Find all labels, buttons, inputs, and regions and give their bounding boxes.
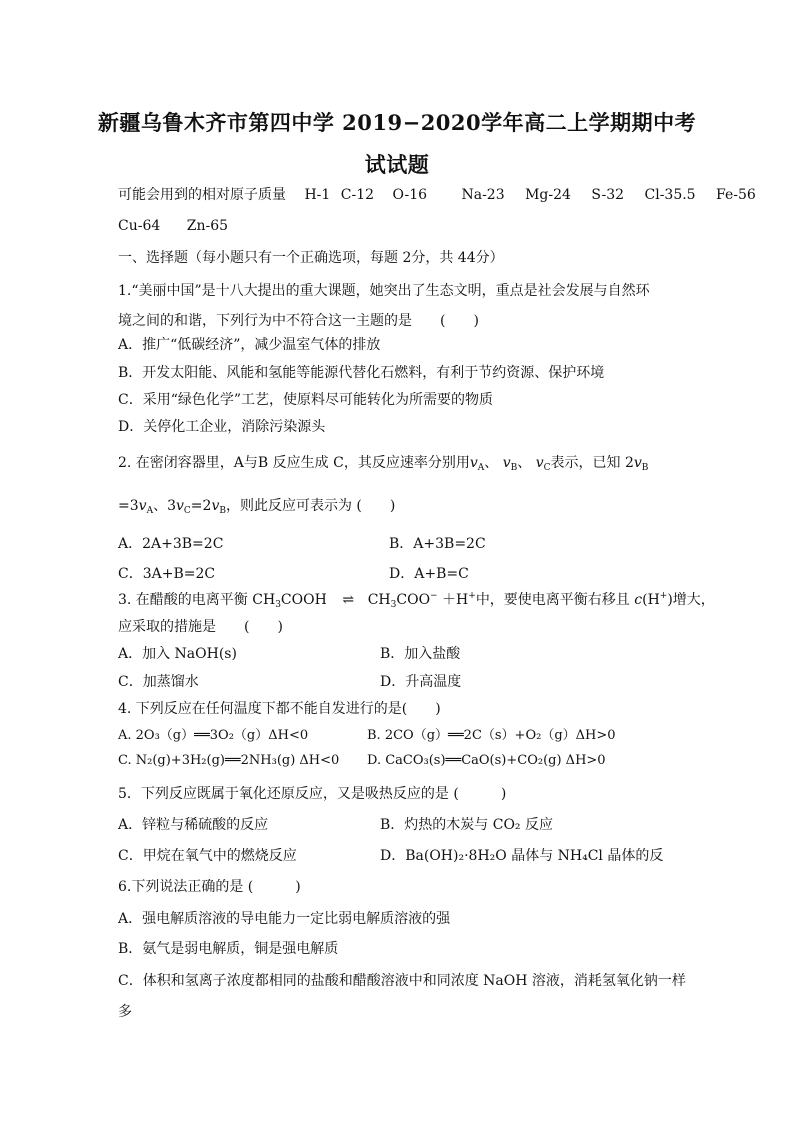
atomic-mass-item: S-32 [591,187,625,203]
equilibrium-arrow-icon: ⇌ [342,592,353,608]
exam-title-line2: 试试题 [364,152,430,177]
q2-stem-line2: $=3v_A$、$3v_C=2v_B$，则此反应可表示为 ( ) [118,498,396,516]
q6-stem: 6.下列说法正确的是 ( ) [118,879,301,895]
atomic-mass-line2 [118,219,228,233]
q6-option-a: A．强电解质溶液的导电能力一定比弱电解质溶液的强 [118,911,451,927]
q4-option-c: C. N₂(g)+3H₂(g)══2NH₃(g) ΔH<0 [118,753,340,768]
q2-option-b: B．A+3B=2C [389,536,486,552]
q2-option-a: A．2A+3B=2C [118,536,224,552]
q3-option-c: C．加蒸馏水 [118,674,199,690]
exam-title-line1: 新疆乌鲁木齐市第四中学 2019−2020学年高二上学期期中考 [97,110,697,135]
atomic-mass-line1 [118,188,756,202]
atomic-mass-item: Fe-56 [716,187,756,203]
q2-option-d: D．A+B=C [389,566,469,582]
q2-stem-line1: 2. 在密闭容器里，A与B 反应生成 C，其反应速率分别用$v_A$、 $v_B$、 $v_C$表示，已知 $2v_B$ [118,455,649,473]
q3-stem-line2: 应采取的措施是 ( ) [118,619,283,635]
atomic-mass-item: Na-23 [461,187,505,203]
q5-option-d: D．Ba(OH)₂·8H₂O 晶体与 NH₄Cl 晶体的反 [380,848,664,864]
atomic-mass-item: C-12 [340,187,375,203]
section-heading: 一、选择题（每小题只有一个正确选项，每题 2分，共 44分） [118,250,504,266]
q1-option-a: A．推广“低碳经济”，减少温室气体的排放 [118,337,381,353]
q1-stem-line2: 境之间的和谐，下列行为中不符合这一主题的是 ( ) [118,313,479,329]
q3-option-a: A．加入 NaOH(s) [118,646,237,662]
atomic-mass-item: Zn-65 [186,218,229,234]
q1-option-d: D．关停化工企业，消除污染源头 [118,419,326,435]
q5-option-a: A．锌粒与稀硫酸的反应 [118,817,269,833]
q4-stem: 4. 下列反应在任何温度下都不能自发进行的是( ) [118,701,441,717]
atomic-mass-label: 可能会用到的相对原子质量 [118,187,286,203]
q4-option-a: A. 2O₃（g）══3O₂（g）ΔH<0 [118,728,309,743]
atomic-mass-item: Cl-35.5 [644,187,696,203]
atomic-mass-item: Cu-64 [118,218,161,234]
q6-option-c-line2: 多 [118,1004,132,1020]
q3-option-b: B．加入盐酸 [380,646,461,662]
q6-option-c-line1: C．体积和氢离子浓度都相同的盐酸和醋酸溶液中和同浓度 NaOH 溶液，消耗氢氧化钠一样 [118,973,686,989]
q5-option-b: B．灼热的木炭与 CO₂ 反应 [380,817,553,833]
q6-option-b: B．氨气是弱电解质，铜是强电解质 [118,941,339,957]
atomic-mass-item: Mg-24 [525,187,571,203]
q1-stem-line1: 1.“美丽中国”是十八大提出的重大课题，她突出了生态文明，重点是社会发展与自然环 [118,283,650,299]
q3-stem-line1: 3. 在醋酸的电离平衡 $CH_3COOH$ ⇌ $CH_3COO^- +H^+$中，要使电离平衡右移且 c(H+)增大， [118,591,715,610]
atomic-mass-item: O-16 [392,187,428,203]
q1-option-b: B．开发太阳能、风能和氢能等能源代替化石燃料，有利于节约资源、保护环境 [118,365,605,381]
q1-option-c: C．采用“绿色化学”工艺，使原料尽可能转化为所需要的物质 [118,392,494,408]
q5-stem: 5．下列反应既属于氧化还原反应，又是吸热反应的是 ( ) [118,786,507,802]
atomic-mass-item: H-1 [304,187,331,203]
q5-option-c: C．甲烷在氧气中的燃烧反应 [118,848,297,864]
q4-option-d: D. CaCO₃(s)══CaO(s)+CO₂(g) ΔH>0 [367,753,606,768]
q2-option-c: C．3A+B=2C [118,566,216,582]
q4-option-b: B. 2CO（g）══2C（s）+O₂（g）ΔH>0 [367,728,616,743]
q3-option-d: D．升高温度 [380,674,462,690]
